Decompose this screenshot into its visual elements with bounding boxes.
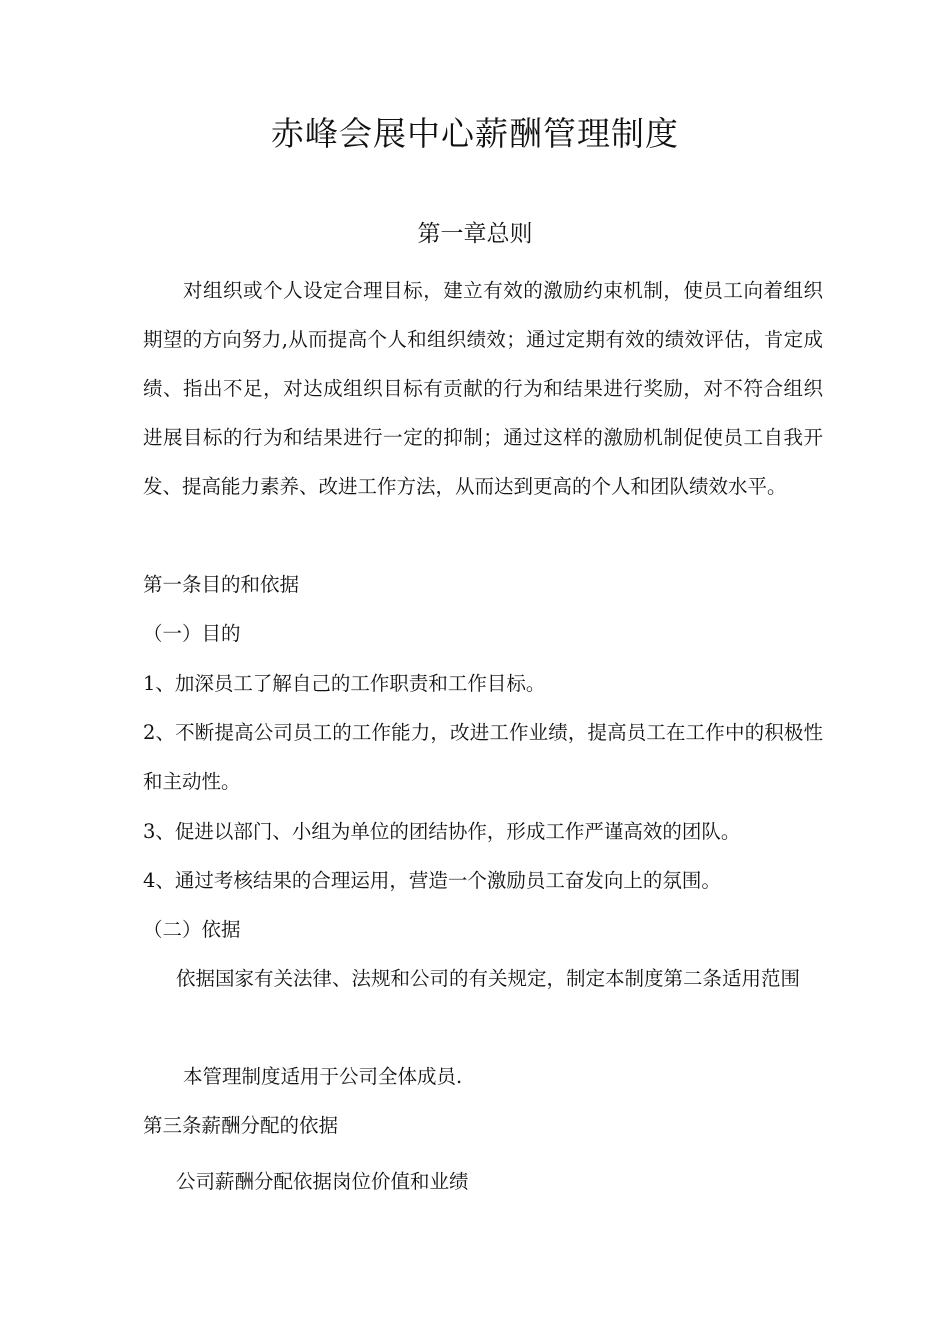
- document-title: 赤峰会展中心薪酬管理制度: [271, 114, 679, 153]
- article3-heading: 第三条薪酬分配的依据: [143, 1114, 339, 1137]
- chapter-title: 第一章总则: [417, 221, 533, 247]
- purpose-item-1: 1、加深员工了解自己的工作职责和工作目标。: [143, 672, 546, 695]
- article3-paragraph: 公司薪酬分配依据岗位价值和业绩: [176, 1170, 469, 1193]
- basis-paragraph: 依据国家有关法律、法规和公司的有关规定，制定本制度第二条适用范围: [176, 967, 801, 990]
- purpose-item-2: 2、不断提高公司员工的工作能力，改进工作业绩，提高员工在工作中的积极性和主动性。: [143, 721, 823, 793]
- purpose-item-4: 4、通过考核结果的合理运用，营造一个激励员工奋发向上的氛围。: [143, 869, 721, 892]
- scope-paragraph: 本管理制度适用于公司全体成员.: [183, 1065, 463, 1088]
- article1-heading: 第一条目的和依据: [143, 573, 300, 596]
- intro-paragraph: 对组织或个人设定合理目标，建立有效的激励约束机制，使员工向着组织期望的方向努力,从而提高个人和组织绩效；通过定期有效的绩效评估，肯定成绩、指出不足，对达成组织目标有贡献的行为和结果进行奖励，对不符合组织进展目标的行为和结果进行一定的抑制；通过这样的激励机制促使员工自我开发、提高能力素养、改进工作方法，从而达到更高的个人和团队绩效水平。: [143, 279, 823, 498]
- purpose-item-3: 3、促进以部门、小组为单位的团结协作，形成工作严谨高效的团队。: [143, 820, 741, 843]
- basis-heading: （二）依据: [143, 918, 241, 941]
- purpose-heading: （一）目的: [143, 622, 241, 645]
